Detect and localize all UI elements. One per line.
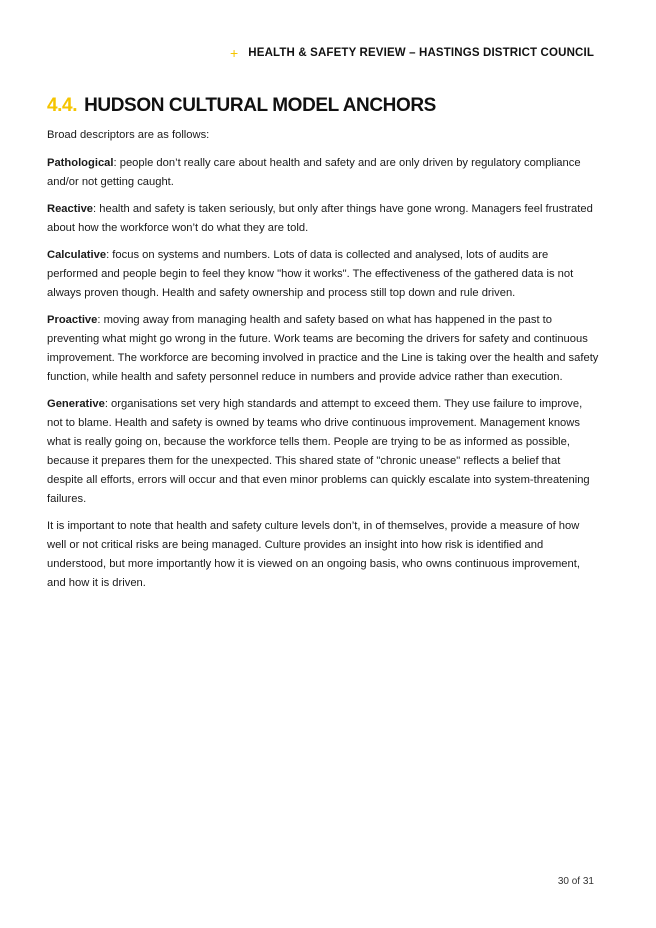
descriptor-text: : people don’t really care about health and safety and are only driven by regulatory compliance and/or not getting caught. <box>47 157 581 188</box>
page-header <box>230 46 594 60</box>
descriptor-term: Generative <box>47 398 105 410</box>
descriptor-term: Proactive <box>47 314 98 326</box>
document-body <box>47 94 599 601</box>
section-heading <box>47 94 599 118</box>
descriptor-text: : focus on systems and numbers. Lots of data is collected and analysed, lots of audits are performed and people begin to feel they know "how it works". The effectiveness of the gathered data is not always proven though. Health and safety ownership and process still top down and rule driven. <box>47 249 574 299</box>
descriptor-generative <box>47 395 599 509</box>
descriptor-pathological <box>47 154 599 192</box>
page-number: 30 of 31 <box>557 876 594 887</box>
descriptor-proactive <box>47 311 599 387</box>
descriptor-text: : health and safety is taken seriously, but only after things have gone wrong. Managers feel frustrated about how the workforce won’t do what they are told. <box>47 203 593 234</box>
descriptor-text: : moving away from managing health and safety based on what has happened in the past to preventing what might go wrong in the future. Work teams are becoming the drivers for safety and continuous improvement. The workforce are becoming involved in practice and the Line is taking over the health and safety function, while health and safety personnel reduce in numbers and provide advice rather than execution. <box>47 314 599 383</box>
section-title: HUDSON CULTURAL MODEL ANCHORS <box>84 95 436 116</box>
descriptor-term: Pathological <box>47 157 114 169</box>
descriptor-calculative <box>47 246 599 303</box>
descriptor-text: : organisations set very high standards and attempt to exceed them. They use failure to improve, not to blame. Health and safety is owned by teams who drive continuous improvement. Management knows what is really going on, because the workforce tells them. People are trying to be as informed as possible, because it prepares them for the unexpected. This shared state of "chronic unease" reflects a belief that despite all efforts, errors will occur and that even minor problems can quickly escalate into system-threatening failures. <box>47 398 590 505</box>
plus-marker-icon: + <box>229 45 239 61</box>
closing-paragraph: It is important to note that health and safety culture levels don’t, in of themselves, provide a measure of how well or not critical risks are being managed. Culture provides an insight into how risk is identified and understood, but more importantly how it is viewed on an ongoing basis, who owns continuous improvement, and how it is driven. <box>47 520 580 589</box>
descriptor-term: Calculative <box>47 249 107 261</box>
descriptor-reactive <box>47 200 599 238</box>
descriptor-term: Reactive <box>47 203 94 215</box>
intro-paragraph: Broad descriptors are as follows: <box>47 129 210 141</box>
header-title: HEALTH & SAFETY REVIEW – HASTINGS DISTRICT COUNCIL <box>248 47 594 59</box>
section-number: 4.4. <box>47 95 78 116</box>
